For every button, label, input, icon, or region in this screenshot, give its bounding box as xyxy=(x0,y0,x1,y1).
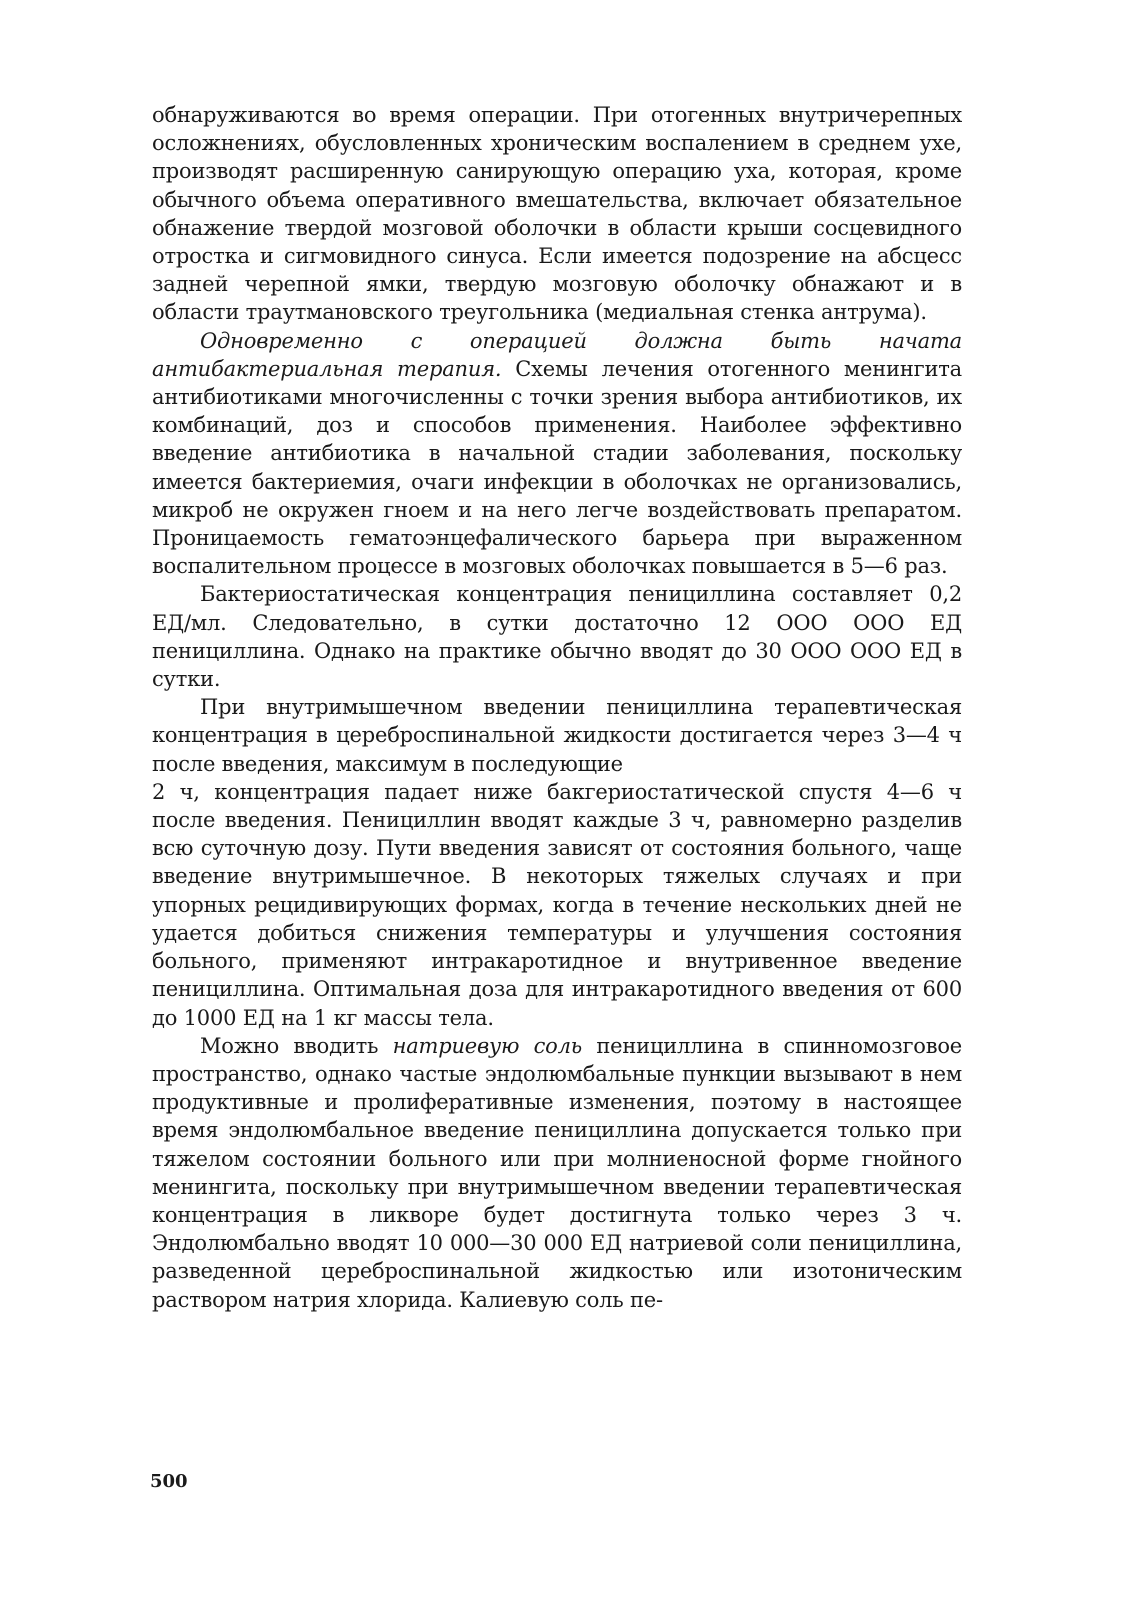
paragraph-2-text: Схемы лечения отогенного менингита антибиотиками многочисленны с точки зрения выбора антибиотиков, их комбинаций, доз и способов применения. Наиболее эффективно введение антибиотика в начальной стадии заболевания, поскольку имеется бактериемия, очаги инфекции в оболочках не организовались, микроб не окружен гноем и на него легче воздействовать препаратом. Проницаемость гематоэнцефалического барьера при выраженном воспалительном процессе в мозговых оболочках повышается в 5—6 раз. xyxy=(152,356,962,579)
paragraph-5 xyxy=(152,1032,962,1314)
paragraph-3 xyxy=(152,580,962,693)
paragraph-4a-text: При внутримышечном введении пенициллина терапевтическая концентрация в цереброспинальной жидкости достигается через 3—4 ч после введения, максимум в последующие xyxy=(152,695,962,776)
paragraph-4-part-2 xyxy=(152,778,962,1032)
paragraph-5-text-rest: пенициллина в спинномозговое пространство, однако частые эндолюмбальные пункции вызывают в нем продуктивные и пролиферативные изменения, поэтому в настоящее время эндолюмбальное введение пенициллина допускается только при тяжелом состоянии больного или при молниеносной форме гнойного менингита, поскольку при внутримышечном введении терапевтическая концентрация в ликворе будет достигнута только через 3 ч. Эндолюмбально вводят 10 000—30 000 ЕД натриевой соли пенициллина, разведенной цереброспинальной жидкостью или изотоническим раствором натрия хлорида. Калиевую соль пе- xyxy=(152,1033,963,1312)
paragraph-3-text: Бактериостатическая концентрация пенициллина составляет 0,2 ЕД/мл. Следовательно, в сутки достаточно 12 ООО ООО ЕД пенициллина. Однако на практике обычно вводят до 30 ООО ООО ЕД в сутки. xyxy=(152,582,962,692)
paragraph-2-italic-lead: Одновременно с операцией должна быть начата антибактериальная терапия. xyxy=(152,328,962,381)
paragraph-1-text: обнаруживаются во время операции. При отогенных внутричерепных осложнениях, обусловленных хроническим воспалением в среднем ухе, производят расширенную санирующую операцию уха, которая, кроме обычного объема оперативного вмешательства, включает обязательное обнажение твердой мозговой оболочки в области крыши сосцевидного отростка и сигмовидного синуса. Если имеется подозрение на абсцесс задней черепной ямки, твердую мозговую оболочку обнажают и в области траутмановского треугольника (медиальная стенка антрума). xyxy=(152,103,962,325)
paragraph-4-part-1 xyxy=(152,693,962,778)
paragraph-5-text-start: Можно вводить xyxy=(200,1033,393,1058)
body-text xyxy=(152,101,962,1314)
paragraph-2 xyxy=(152,327,962,581)
paragraph-4b-text: 2 ч, концентрация падает ниже бакгериостатической спустя 4—6 ч после введения. Пенициллин вводят каждые 3 ч, равномерно разделив всю суточную дозу. Пути введения зависят от состояния больного, чаще введение внутримышечное. В некоторых тяжелых случаях и при упорных рецидивирующих формах, когда в течение нескольких дней не удается добиться снижения температуры и улучшения состояния больного, применяют интракаротидное и внутривенное введение пенициллина. Оптимальная доза для интракаротидного введения от 600 до 1000 ЕД на 1 кг массы тела. xyxy=(152,779,962,1030)
paragraph-5-italic-term: натриевую соль xyxy=(392,1033,583,1058)
paragraph-1 xyxy=(152,101,962,327)
page-number: 500 xyxy=(150,1471,188,1492)
